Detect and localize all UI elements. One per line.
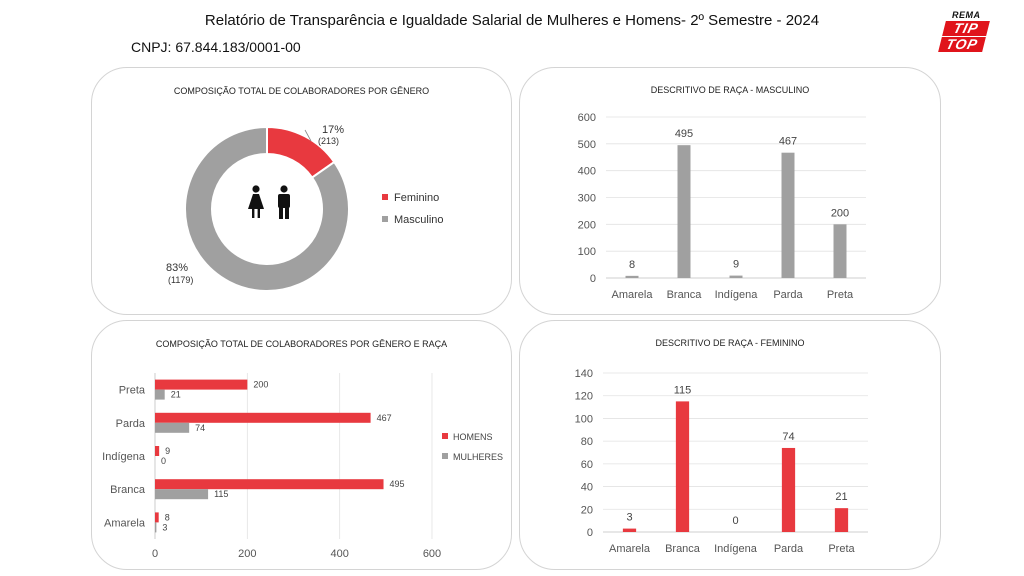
gender-race-category-label: Indígena [102, 451, 145, 463]
donut-label-masculino-percent: 83% [166, 262, 189, 274]
female-race-bar [623, 529, 636, 532]
female-icon-dress [248, 194, 264, 209]
gender-race-category-label: Amarela [104, 517, 145, 530]
cnpj-label: CNPJ: 67.844.183/0001-00 [131, 39, 301, 55]
gender-race-bar-homens [155, 380, 247, 390]
gender-race-bar-homens [155, 446, 159, 456]
male-race-bar [782, 153, 795, 278]
male-race-bar [730, 276, 743, 278]
male-race-bar-chart [520, 68, 939, 313]
donut-label-feminino-count: (213) [318, 136, 340, 146]
gender-race-bar-mulheres [155, 522, 156, 532]
gender-race-category-label: Parda [115, 417, 145, 430]
male-race-bar [834, 224, 847, 278]
female-icon-leg-right [258, 209, 260, 218]
female-race-ytick-label: 120 [574, 390, 593, 403]
male-icon-leg-right [285, 207, 289, 219]
gender-race-bar-homens [155, 479, 384, 489]
female-icon-head [252, 185, 259, 192]
female-race-ytick-label: 140 [574, 368, 593, 380]
gender-race-data-label: 115 [214, 489, 229, 500]
gender-composition-panel [91, 67, 512, 315]
donut-label-feminino-percent: 17% [322, 124, 345, 136]
male-race-category-label: Parda [773, 289, 803, 301]
male-race-category-label: Preta [826, 289, 854, 301]
female-icon [248, 185, 264, 218]
male-race-bar [626, 276, 639, 278]
female-race-category-label: Preta [828, 543, 855, 555]
gender-race-data-label: 8 [164, 512, 170, 523]
female-race-ytick-label: 80 [580, 436, 593, 449]
male-race-ytick-label: 200 [577, 219, 596, 232]
female-race-bar [676, 401, 689, 532]
gender-race-data-label: 3 [162, 522, 168, 533]
logo-text-top: TOP [938, 37, 986, 52]
male-race-ytick-label: 0 [589, 273, 596, 285]
legend-label-homens: HOMENS [453, 432, 493, 442]
female-race-bar [835, 508, 848, 532]
female-race-panel [519, 320, 941, 570]
gender-race-panel [91, 320, 512, 570]
female-race-ytick-label: 60 [580, 458, 593, 471]
legend-swatch-feminino [382, 194, 388, 200]
male-icon-body [278, 194, 290, 208]
female-race-ytick-label: 40 [580, 481, 593, 494]
female-race-bar [782, 448, 795, 532]
donut-label-masculino-count: (1179) [168, 275, 194, 285]
male-race-panel [519, 67, 941, 315]
female-race-category-label: Indígena [714, 543, 757, 555]
male-race-category-label: Branca [666, 289, 702, 301]
female-race-ytick-label: 20 [580, 504, 593, 517]
gender-race-bar-mulheres [155, 489, 208, 499]
gender-race-data-label: 9 [165, 446, 171, 456]
legend-label-mulheres: MULHERES [453, 452, 504, 462]
male-race-ytick-label: 400 [577, 165, 596, 178]
male-race-ytick-label: 500 [577, 138, 596, 151]
male-race-ytick-label: 100 [577, 246, 596, 259]
male-race-ytick-label: 300 [577, 192, 596, 205]
legend-swatch-homens [442, 433, 448, 439]
logo-text-tip: TIP [942, 21, 990, 36]
gender-race-data-label: 0 [161, 456, 167, 466]
male-race-category-label: Amarela [611, 289, 653, 301]
male-race-bar [678, 145, 691, 278]
gender-race-bar-homens [155, 413, 371, 423]
female-race-ytick-label: 0 [586, 527, 593, 539]
gender-donut-chart [92, 68, 510, 308]
female-race-data-label: 21 [835, 491, 848, 504]
female-race-ytick-label: 100 [574, 413, 593, 426]
gender-race-xtick-label: 200 [238, 548, 257, 560]
male-race-data-label: 8 [628, 258, 636, 271]
gender-race-data-label: 495 [389, 479, 405, 490]
male-race-ytick-label: 600 [577, 112, 596, 124]
gender-race-category-label: Branca [110, 484, 145, 497]
male-icon-head [280, 185, 287, 192]
gender-race-bar-homens [155, 512, 159, 522]
gender-race-xtick-label: 0 [151, 548, 159, 560]
report-title: Relatório de Transparência e Igualdade Salarial de Mulheres e Homens- 2º Semestre - 2024 [204, 12, 820, 29]
gender-race-bar-mulheres [155, 390, 165, 400]
gender-race-category-label: Preta [118, 384, 145, 397]
legend-label-masculino: Masculino [394, 214, 444, 226]
female-race-category-label: Branca [665, 543, 700, 555]
gender-race-data-label: 74 [195, 422, 206, 433]
female-race-chart-title: DESCRITIVO DE RAÇA - FEMININO [655, 338, 805, 348]
gender-race-bar-mulheres [155, 423, 189, 433]
male-icon-leg-left [279, 207, 283, 219]
gender-race-chart-title: COMPOSIÇÃO TOTAL DE COLABORADORES POR GÊNERO E RAÇA [155, 339, 448, 349]
female-race-data-label: 74 [782, 430, 795, 443]
male-race-data-label: 200 [830, 207, 850, 220]
gender-race-bar-chart [92, 321, 510, 568]
gender-race-data-label: 467 [376, 412, 392, 423]
male-race-data-label: 495 [674, 128, 694, 141]
male-race-data-label: 467 [778, 135, 798, 148]
gender-race-xtick-label: 400 [330, 548, 349, 560]
legend-swatch-masculino [382, 216, 388, 222]
male-icon [278, 185, 290, 219]
male-race-data-label: 9 [732, 258, 740, 271]
legend-label-feminino: Feminino [394, 192, 440, 204]
gender-race-data-label: 200 [253, 379, 269, 390]
company-logo [938, 10, 996, 54]
female-race-bar-chart [520, 321, 939, 568]
female-race-data-label: 115 [673, 384, 692, 397]
female-icon-leg-left [252, 209, 254, 218]
logo-text-rema: REMA [952, 10, 981, 20]
gender-icons [248, 185, 290, 219]
male-race-chart-title: DESCRITIVO DE RAÇA - MASCULINO [650, 85, 810, 95]
legend-swatch-mulheres [442, 453, 448, 459]
female-race-data-label: 0 [732, 515, 739, 527]
gender-race-xtick-label: 600 [422, 548, 442, 560]
gender-chart-title: COMPOSIÇÃO TOTAL DE COLABORADORES POR GÊNERO [173, 86, 430, 96]
female-race-category-label: Amarela [609, 543, 650, 555]
female-race-data-label: 3 [626, 511, 633, 524]
male-race-category-label: Indígena [714, 289, 758, 301]
gender-race-data-label: 21 [170, 389, 181, 400]
female-race-category-label: Parda [773, 543, 804, 555]
